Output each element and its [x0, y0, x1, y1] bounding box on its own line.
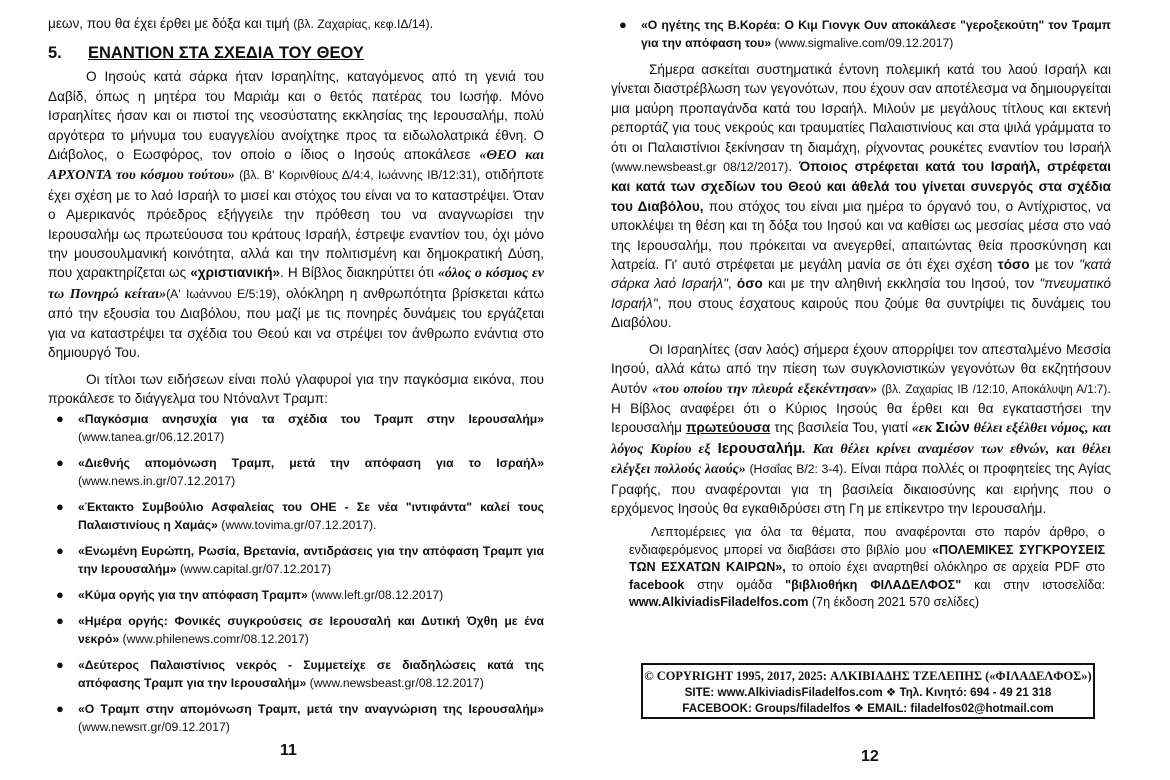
bullet-icon: ●	[56, 499, 64, 515]
left-text-column	[48, 14, 544, 744]
headline-item: ● «Κύμα οργής για την απόφαση Τραμπ» (www.left.gr/08.12.2017)	[56, 587, 444, 603]
intro-line: μεων, που θα έχει έρθει με δόξα και τιμή (βλ. Ζαχαρίας, κεφ.ΙΔ/14).	[48, 16, 434, 31]
headline-item: ● «Ο ηγέτης της Β.Κορέα: Ο Κιμ Γιονγκ Ουν αποκάλεσε "γεροξεκούτη" τον Τραμπ για την απόφαση του» (www.sigmalive.com/09.12.2017)	[619, 17, 1111, 50]
copyright-line: © COPYRIGHT 1995, 2017, 2025: ΑΛΚΙΒΙΑΔΗΣ ΤΖΕΛΕΠΗΣ («ΦΙΛΑΔΕΛΦΟΣ»)	[644, 669, 1092, 683]
book-note: Λεπτομέρειες για όλα τα θέματα, που αναφέρονται στο παρόν άρθρο, ο ενδιαφερόμενος μπορεί να διαβάσει στο βιβλίο μου «ΠΟΛΕΜΙΚΕΣ ΣΥΓΚΡΟΥΣΕΙΣ ΤΩΝ ΕΣΧΑΤΩΝ ΚΑΙΡΩΝ», το οποίο έχει αναρτηθεί ολόκληρο σε αρχεία PDF στο facebook στην ομάδα "βιβλιοθήκη ΦΙΛΑΔΕΛΦΟΣ" και στην ιστοσελίδα: www.AlkiviadisFiladelfos.com (7η έκδοση 2021 570 σελίδες)	[629, 525, 1106, 610]
headline-list	[48, 410, 544, 736]
headline-item: ● «Παγκόσμια ανησυχία για τα σχέδια του Τραμπ στην Ιερουσαλήμ» (www.tanea.gr/06.12.2017)	[56, 411, 544, 445]
headline-item: ● «Διεθνής απομόνωση Τραμπ, μετά την απόφαση για το Ισραήλ» (www.news.in.gr/07.12.2017)	[56, 455, 544, 489]
headline-item: ● «Ημέρα οργής: Φονικές συγκρούσεις σε Ιερουσαλή και Δυτική Όχθη με ένα νεκρό» (www.philenews.comr/08.12.2017)	[56, 613, 544, 647]
section-number: 5.	[48, 44, 62, 63]
copyright-box	[641, 663, 1095, 719]
paragraph-2: Οι τίτλοι των ειδήσεων είναι πολύ γλαφυροί για την παγκόσμια εικόνα, που προκάλεσε το διάγγελμα του Ντόναλντ Τραμπ:	[48, 371, 544, 406]
page-number-left: 11	[280, 742, 297, 759]
bullet-icon: ●	[56, 455, 64, 471]
bullet-icon: ●	[56, 587, 64, 603]
right-text-column	[611, 14, 1111, 612]
bullet-icon: ●	[56, 613, 64, 629]
section-title: ΕΝΑΝΤΙΟΝ ΣΤΑ ΣΧΕΔΙΑ ΤΟΥ ΘΕΟΥ	[88, 44, 364, 63]
headline-item: ● «Δεύτερος Παλαιστίνιος νεκρός - Συμμετείχε σε διαδηλώσεις κατά της απόφασης Τραμπ για την Ιερουσαλήμ» (www.newsbeast.gr/08.12.2017)	[56, 657, 544, 691]
paragraph-1: Ο Ιησούς κατά σάρκα ήταν Ισραηλίτης, καταγόμενος από τη γενιά του Δαβίδ, όπως η μητέρα του Μαριάμ και ο θετός πατέρας του Ιωσήφ. Μόνο Ισραηλίτες ήσαν και οι πιστοί της νεοσύστατης εκκλησίας της Ιερουσαλήμ, πολύ αργότερα το μήνυμα του ευαγγελίου ανοίχτηκε προς τα ειδωλολατρικά έθνη. Ο Διάβολος, ο Εωσφόρος, τον οποίο ο ίδιος ο Ιησούς αποκάλεσε «ΘΕΟ και ΑΡΧΟΝΤΑ του κόσμου τούτου» (βλ. Β' Κορινθίους Δ/4:4, Ιωάννης ΙΒ/12:31), οτιδήποτε έχει σχέση με το λαό Ισραήλ το μισεί και στόχος του είναι να το καταστρέψει. Όταν ο Αμερικανός πρόεδρος εξήγγειλε την πρόθεση του να αναγνωρίσει την Ιερουσαλήμ ως πρωτεύουσα του κράτους Ισραήλ, έστρεψε εναντίον του, όχι μόνο την μουσουλμανική κοινότητα, αλλά και την πολιτισμένη και δημοκρατική Δύση, που χαρακτηρίζεται ως «χριστιανική». Η Βίβλος διακηρύττει ότι «όλος ο κόσμος εν τω Πονηρώ κείται»(Α' Ιωάννου Ε/5:19), ολόκληρη η ανθρωπότητα βρίσκεται κάτω από την εξουσία του Διαβόλου, που μαζί με τις πονηρές δυνάμεις του εργάζεται για να καταστρέψει τα σχέδια του Θεού και να στρέψει τον άνθρωπο ενάντια στο δημιουργό Του.	[48, 69, 544, 361]
headline-item: ● «Ενωμένη Ευρώπη, Ρωσία, Βρετανία, αντιδράσεις για την απόφαση Τραμπ για την Ιερουσαλήμ» (www.capital.gr/07.12.2017)	[56, 543, 544, 577]
bullet-icon: ●	[56, 657, 64, 673]
bullet-icon: ●	[56, 543, 64, 559]
paragraph-4: Οι Ισραηλίτες (σαν λαός) σήμερα έχουν απορρίψει τον απεσταλμένο Μεσσία Ιησού, αλλά κάτω από την πίεση των συγκλονιστικών γεγονότων θα εκζητήσουν Αυτόν «του οποίου την πλευρά εξεκέντησαν» (βλ. Ζαχαρίας ΙΒ /12:10, Αποκάλυψη Α/1:7). Η Βίβλος αναφέρει ότι ο Κύριος Ιησούς θα έρθει και θα εγκαταστήσει την Ιερουσαλήμ πρωτεύουσα της βασιλεία Του, γιατί «εκ Σιών θέλει εξέλθει νόμος, και λόγος Κυρίου εξ Ιερουσαλήμ. Και θέλει κρίνει αναμέσον των εθνών, και θέλει ελέγξει πολλούς λαούς» (Ησαΐας Β/2: 3-4). Είναι πάρα πολλές οι προφητείες της Αγίας Γραφής, που αναφέρονται για τη βασιλεία δικαιοσύνης και ειρήνης που ο ερχόμενος Ιησούς θα εγκαθιδρύσει στη Γη με επίκεντρο την Ιερουσαλήμ.	[611, 341, 1112, 516]
headline-item: ● «Ο Τραμπ στην απομόνωση Τραμπ, μετά την αναγνώριση της Ιερουσαλήμ» (www.newsιτ.gr/09.12.2017)	[56, 701, 544, 735]
page-number-right: 12	[861, 748, 879, 765]
headline-item: ● «Έκτακτο Συμβούλιο Ασφαλείας του ΟΗΕ - Σε νέα "ιντιφάντα" καλεί τους Παλαιστινίους η Χαμάς» (www.tovima.gr/07.12.2017).	[56, 499, 544, 533]
paragraph-3: Σήμερα ασκείται συστηματικά έντονη πολεμική κατά του λαού Ισραήλ και γίνεται διαστρέβλωση των γεγονότων, που έχουν σαν αποτέλεσμα να δημιουργείται μια μαύρη προπαγάνδα κατά του Ισραήλ. Μιλούν με μεγάλους τίτλους και εκτενή ρεπορτάζ για τους νεκρούς και τραυματίες Παλαιστινίους και στα ψιλά γράμματα το ότι οι Παλαιστίνιοι ξεκίνησαν τη διαμάχη, ρίχνοντας ρουκέτες εναντίον του Ισραήλ (www.newsbeast.gr 08/12/2017). Όποιος στρέφεται κατά του Ισραήλ, στρέφεται και κατά των σχεδίων του Θεού και άθελά του γίνεται συνεργός στα σχέδια του Διαβόλου, που στόχος του είναι μια ημέρα το όργανό του, ο Αντίχριστος, να υποκλέψει τη θέση και τη δόξα του Ιησού και να καθίσει ως μεσσίας μέσα στο ναό της Ιερουσαλήμ, που πρόκειται να ανεγερθεί, απαιτώντας θεία προσκύνηση και λατρεία. Γι' αυτό στρέφεται με μεγάλη μανία σε ότι έχει σχέση τόσο με τον "κατά σάρκα λαό Ισραήλ", όσο και με την αληθινή εκκλησία του Ιησού, τον "πνευματικό Ισραήλ", που στους έσχατους καιρούς που ζούμε θα συντρίψει τις δυνάμεις του Διαβόλου.	[611, 62, 1112, 331]
headline-list-continued	[611, 16, 1111, 52]
bullet-icon: ●	[619, 17, 627, 32]
bullet-icon: ●	[56, 411, 64, 427]
facebook-email-line: FACEBOOK: Groups/filadelfos ❖ EMAIL: filadelfos02@hotmail.com	[682, 702, 1054, 715]
section-heading	[48, 42, 544, 64]
site-phone-line: SITE: www.AlkiviadisFiladelfos.com ❖ Τηλ. Κινητό: 694 - 49 21 318	[684, 685, 1052, 699]
website-link: www.AlkiviadisFiladelfos.com	[629, 595, 809, 610]
bullet-icon: ●	[56, 701, 64, 717]
